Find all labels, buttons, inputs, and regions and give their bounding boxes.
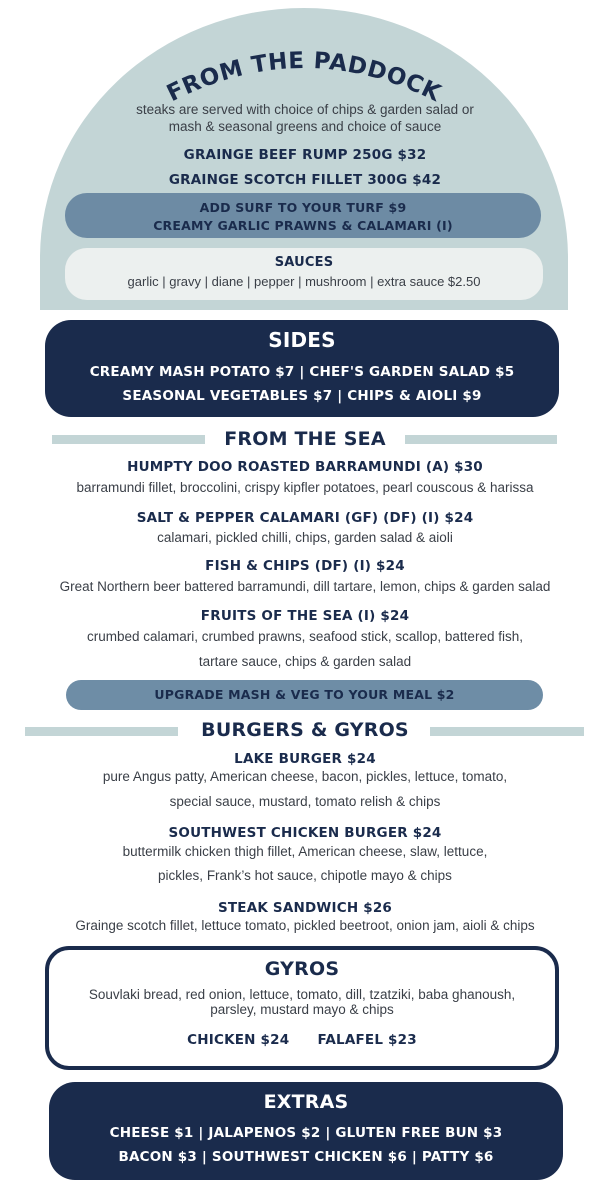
- paddock-title-text: FROM THE PADDOCK: [162, 47, 445, 108]
- menu-item-desc: Great Northern beer battered barramundi, dill tartare, lemon, chips & garden salad: [59, 579, 551, 594]
- sauces-title: SAUCES: [274, 255, 334, 270]
- menu-item-desc: buttermilk chicken thigh fillet, American cheese, slaw, lettuce,: [122, 844, 488, 859]
- menu-item-desc: crumbed calamari, crumbed prawns, seafood stick, scallop, battered fish,: [87, 629, 523, 644]
- menu-item-scotch-fillet: GRAINGE SCOTCH FILLET 300G $42: [168, 172, 442, 188]
- menu-item-desc: Grainge scotch fillet, lettuce tomato, pickled beetroot, onion jam, aioli & chips: [75, 918, 535, 933]
- menu-item-steak-sandwich: STEAK SANDWICH $26: [217, 900, 393, 916]
- menu-item-calamari: SALT & PEPPER CALAMARI (GF) (DF) (I) $24: [136, 510, 474, 526]
- surf-line2: CREAMY GARLIC PRAWNS & CALAMARI (I): [153, 218, 453, 233]
- menu-item-rump: GRAINGE BEEF RUMP 250G $32: [183, 147, 427, 163]
- menu-item-desc: special sauce, mustard, tomato relish & chips: [169, 794, 441, 809]
- sauces-list: garlic | gravy | diane | pepper | mushroom | extra sauce $2.50: [127, 274, 481, 289]
- surf-and-turf-banner: [65, 193, 541, 238]
- menu-item-desc: calamari, pickled chilli, chips, garden salad & aioli: [157, 530, 453, 545]
- menu-item-desc: pure Angus patty, American cheese, bacon, pickles, lettuce, tomato,: [102, 769, 508, 784]
- upgrade-text: UPGRADE MASH & VEG TO YOUR MEAL $2: [154, 687, 455, 702]
- svg-text:FROM THE PADDOCK: [163, 48, 446, 107]
- gyros-title: GYROS: [264, 958, 340, 980]
- sides-line1: CREAMY MASH POTATO $7 | CHEF'S GARDEN SALAD $5: [89, 364, 515, 380]
- menu-item-southwest-chicken-burger: SOUTHWEST CHICKEN BURGER $24: [168, 825, 442, 841]
- menu-item-desc: barramundi fillet, broccolini, crispy kipfler potatoes, pearl couscous & harissa: [76, 480, 534, 495]
- menu-item-desc: tartare sauce, chips & garden salad: [198, 654, 412, 669]
- sides-title: SIDES: [268, 328, 336, 352]
- menu-item-barramundi: HUMPTY DOO ROASTED BARRAMUNDI (A) $30: [127, 459, 483, 475]
- menu-item-fruits-of-the-sea: FRUITS OF THE SEA (I) $24: [200, 608, 410, 624]
- sauces-banner: [65, 248, 543, 300]
- menu-item-fish-and-chips: FISH & CHIPS (DF) (I) $24: [205, 558, 405, 574]
- paddock-intro-line1: steaks are served with choice of chips & garden salad or: [136, 102, 474, 117]
- gyros-desc-line2: parsley, mustard mayo & chips: [210, 1002, 394, 1017]
- menu-item-lake-burger: LAKE BURGER $24: [234, 751, 376, 767]
- extras-section: [49, 1082, 563, 1180]
- extras-line2: BACON $3 | SOUTHWEST CHICKEN $6 | PATTY $6: [118, 1149, 494, 1165]
- surf-line1: ADD SURF TO YOUR TURF $9: [199, 200, 407, 215]
- menu-item-desc: pickles, Frank’s hot sauce, chipotle mayo & chips: [158, 868, 452, 883]
- gyros-desc-line1: Souvlaki bread, red onion, lettuce, tomato, dill, tzatziki, baba ghanoush,: [88, 987, 516, 1002]
- extras-title: EXTRAS: [263, 1091, 349, 1113]
- upgrade-banner: [66, 680, 543, 710]
- gyros-options: [49, 1029, 555, 1048]
- sides-line2: SEASONAL VEGETABLES $7 | CHIPS & AIOLI $9: [122, 388, 482, 404]
- extras-line1: CHEESE $1 | JALAPENOS $2 | GLUTEN FREE BUN $3: [109, 1125, 503, 1141]
- gyros-section: [45, 946, 559, 1070]
- gyros-option-falafel: FALAFEL $23: [317, 1032, 417, 1048]
- sea-title: FROM THE SEA: [224, 428, 386, 450]
- paddock-intro-line2: mash & seasonal greens and choice of sauce: [168, 119, 442, 134]
- gyros-option-chicken: CHICKEN $24: [187, 1032, 290, 1048]
- burgers-title: BURGERS & GYROS: [201, 719, 409, 741]
- sides-section: [45, 320, 559, 417]
